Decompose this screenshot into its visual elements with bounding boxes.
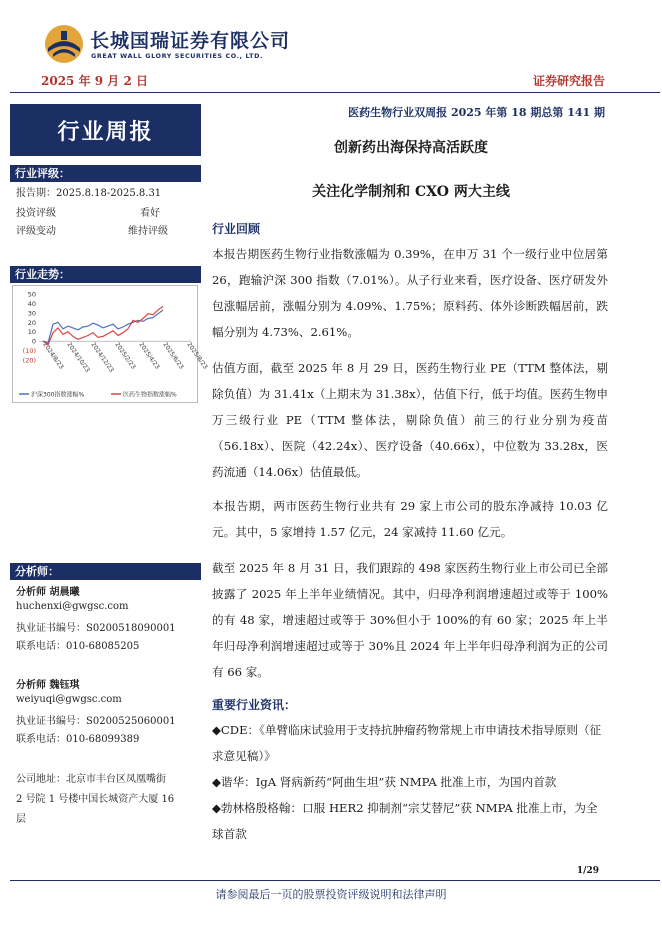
analyst-2-email[interactable]: weiyuqi@gwgsc.com [16,694,122,705]
company-address-line-2: 2 号院 1 号楼中国长城资产大厦 16 [16,794,175,805]
main-title: 创新药出海保持高活跃度 [334,140,488,156]
company-name-cn: 长城国瑞证券有限公司 [90,30,291,52]
legend-label-1: 沪深300指数涨幅% [31,391,85,399]
legend-label-2: 医药生物指数涨幅% [123,391,177,399]
report-banner: 行业周报 [10,104,201,156]
x-tick-label: 2024/10/23 [65,341,91,374]
report-period: 报告期：2025.8.18-2025.8.31 [16,188,162,199]
news-item-3: ◆勃林格殷格翰：口服 HER2 抑制剂“宗艾替尼”获 NMPA 批准上市，为全球首款 [212,801,598,841]
analyst-1-email[interactable]: huchenxi@gwgsc.com [16,601,129,612]
company-address-line-1: 公司地址：北京市丰台区凤凰嘴街 [16,774,166,785]
trend-chart [13,286,209,402]
rating-change-label: 评级变动 [16,226,56,237]
y-tick-label: (10) [22,347,36,356]
rating-heading: 行业评级： [10,165,201,182]
review-paragraph-1: 本报告期医药生物行业指数涨幅为 0.39%，在申万 31 个一级行业中位居第 26，跑输沪深 300 指数（7.01%）。从子行业来看，医疗设备、医疗研发外包涨幅居前，涨幅分别为 4.09%、1.75%；原料药、体外诊断跌幅居前，跌幅分别为 4.73%、2.61%。 [212,247,608,339]
news-item-2: ◆谐华：IgA 肾病新药“阿曲生坦”获 NMPA 批准上市，为国内首款 [212,775,557,789]
y-tick-label: 0 [31,337,36,346]
footer-divider [10,880,660,881]
y-tick-label: 50 [27,290,36,299]
company-logo [44,24,84,64]
review-paragraph-4: 截至 2025 年 8 月 31 日，我们跟踪的 498 家医药生物行业上市公司已全部披露了 2025 年上半年业绩情况。其中，归母净利润增速超过或等于 100%的有 48 家，增速超过或等于 30%但小于 100%的有 60 家；2025 年上半年归母净利润增速超过或等于 30%且 2024 年上半年归母净利润为正的公司有 66 家。 [212,561,608,679]
sub-title: 关注化学制剂和 CXO 两大主线 [312,184,510,200]
company-name-en: GREAT WALL GLORY SECURITIES CO., LTD. [91,52,264,60]
x-tick-label: 2025/8/23 [185,341,209,371]
analyst-1-name: 分析师 胡晨曦 [16,587,80,598]
document-type: 证券研究报告 [532,74,605,88]
x-tick-label: 2024/12/23 [89,341,115,374]
x-tick-label: 2025/2/23 [113,341,137,371]
report-date: 2025 年 9 月 2 日 [41,74,148,88]
y-tick-label: 30 [27,309,36,318]
x-tick-label: 2025/4/23 [137,341,161,371]
footer-disclaimer: 请参阅最后一页的股票投资评级说明和法律声明 [215,888,447,901]
series-line-1 [43,310,163,343]
page-number: 1/29 [576,866,599,876]
review-heading: 行业回顾 [212,222,261,236]
analyst-1-cert: 执业证书编号：S0200518090001 [16,623,176,634]
analyst-1-phone: 联系电话：010-68085205 [16,641,140,652]
rating-label: 投资评级 [16,208,56,219]
y-tick-label: (20) [22,356,36,365]
trend-chart-frame [12,285,209,403]
review-paragraph-2: 估值方面，截至 2025 年 8 月 29 日，医药生物行业 PE（TTM 整体法，剔除负值）为 31.41x（上期末为 31.38x），估值下行，低于均值。医药生物申万三级行业 PE（TTM 整体法，剔除负值）前三的行业分别为疫苗（56.18x）、医院（42.24x）、医疗设备（40.66x），中位数为 33.28x，医药流通（14.06x）估值最低。 [212,361,608,479]
y-tick-label: 40 [27,299,36,308]
analyst-2-cert: 执业证书编号：S0200525060001 [16,716,176,727]
analyst-heading: 分析师： [10,563,201,580]
report-series: 医药生物行业双周报 2025 年第 18 期总第 141 期 [348,106,605,119]
y-tick-label: 20 [27,318,36,327]
rating-value: 看好 [140,208,160,219]
analyst-2-name: 分析师 魏钰琪 [16,680,80,691]
review-paragraph-3: 本报告期，两市医药生物行业共有 29 家上市公司的股东净减持 10.03 亿元。其中，5 家增持 1.57 亿元，24 家减持 11.60 亿元。 [212,499,608,539]
y-tick-label: 10 [27,328,36,337]
trend-heading: 行业走势： [10,266,201,283]
news-item-1: ◆CDE：《单臂临床试验用于支持抗肿瘤药物常规上市申请技术指导原则（征求意见稿）》 [212,723,602,763]
x-tick-label: 2024/8/23 [41,341,65,371]
company-address-line-3: 层 [16,814,26,825]
header-divider [10,92,660,93]
news-heading: 重要行业资讯： [212,698,297,712]
analyst-2-phone: 联系电话：010-68099389 [16,734,140,745]
rating-change-value: 维持评级 [128,226,168,237]
x-tick-label: 2025/6/23 [161,341,185,371]
